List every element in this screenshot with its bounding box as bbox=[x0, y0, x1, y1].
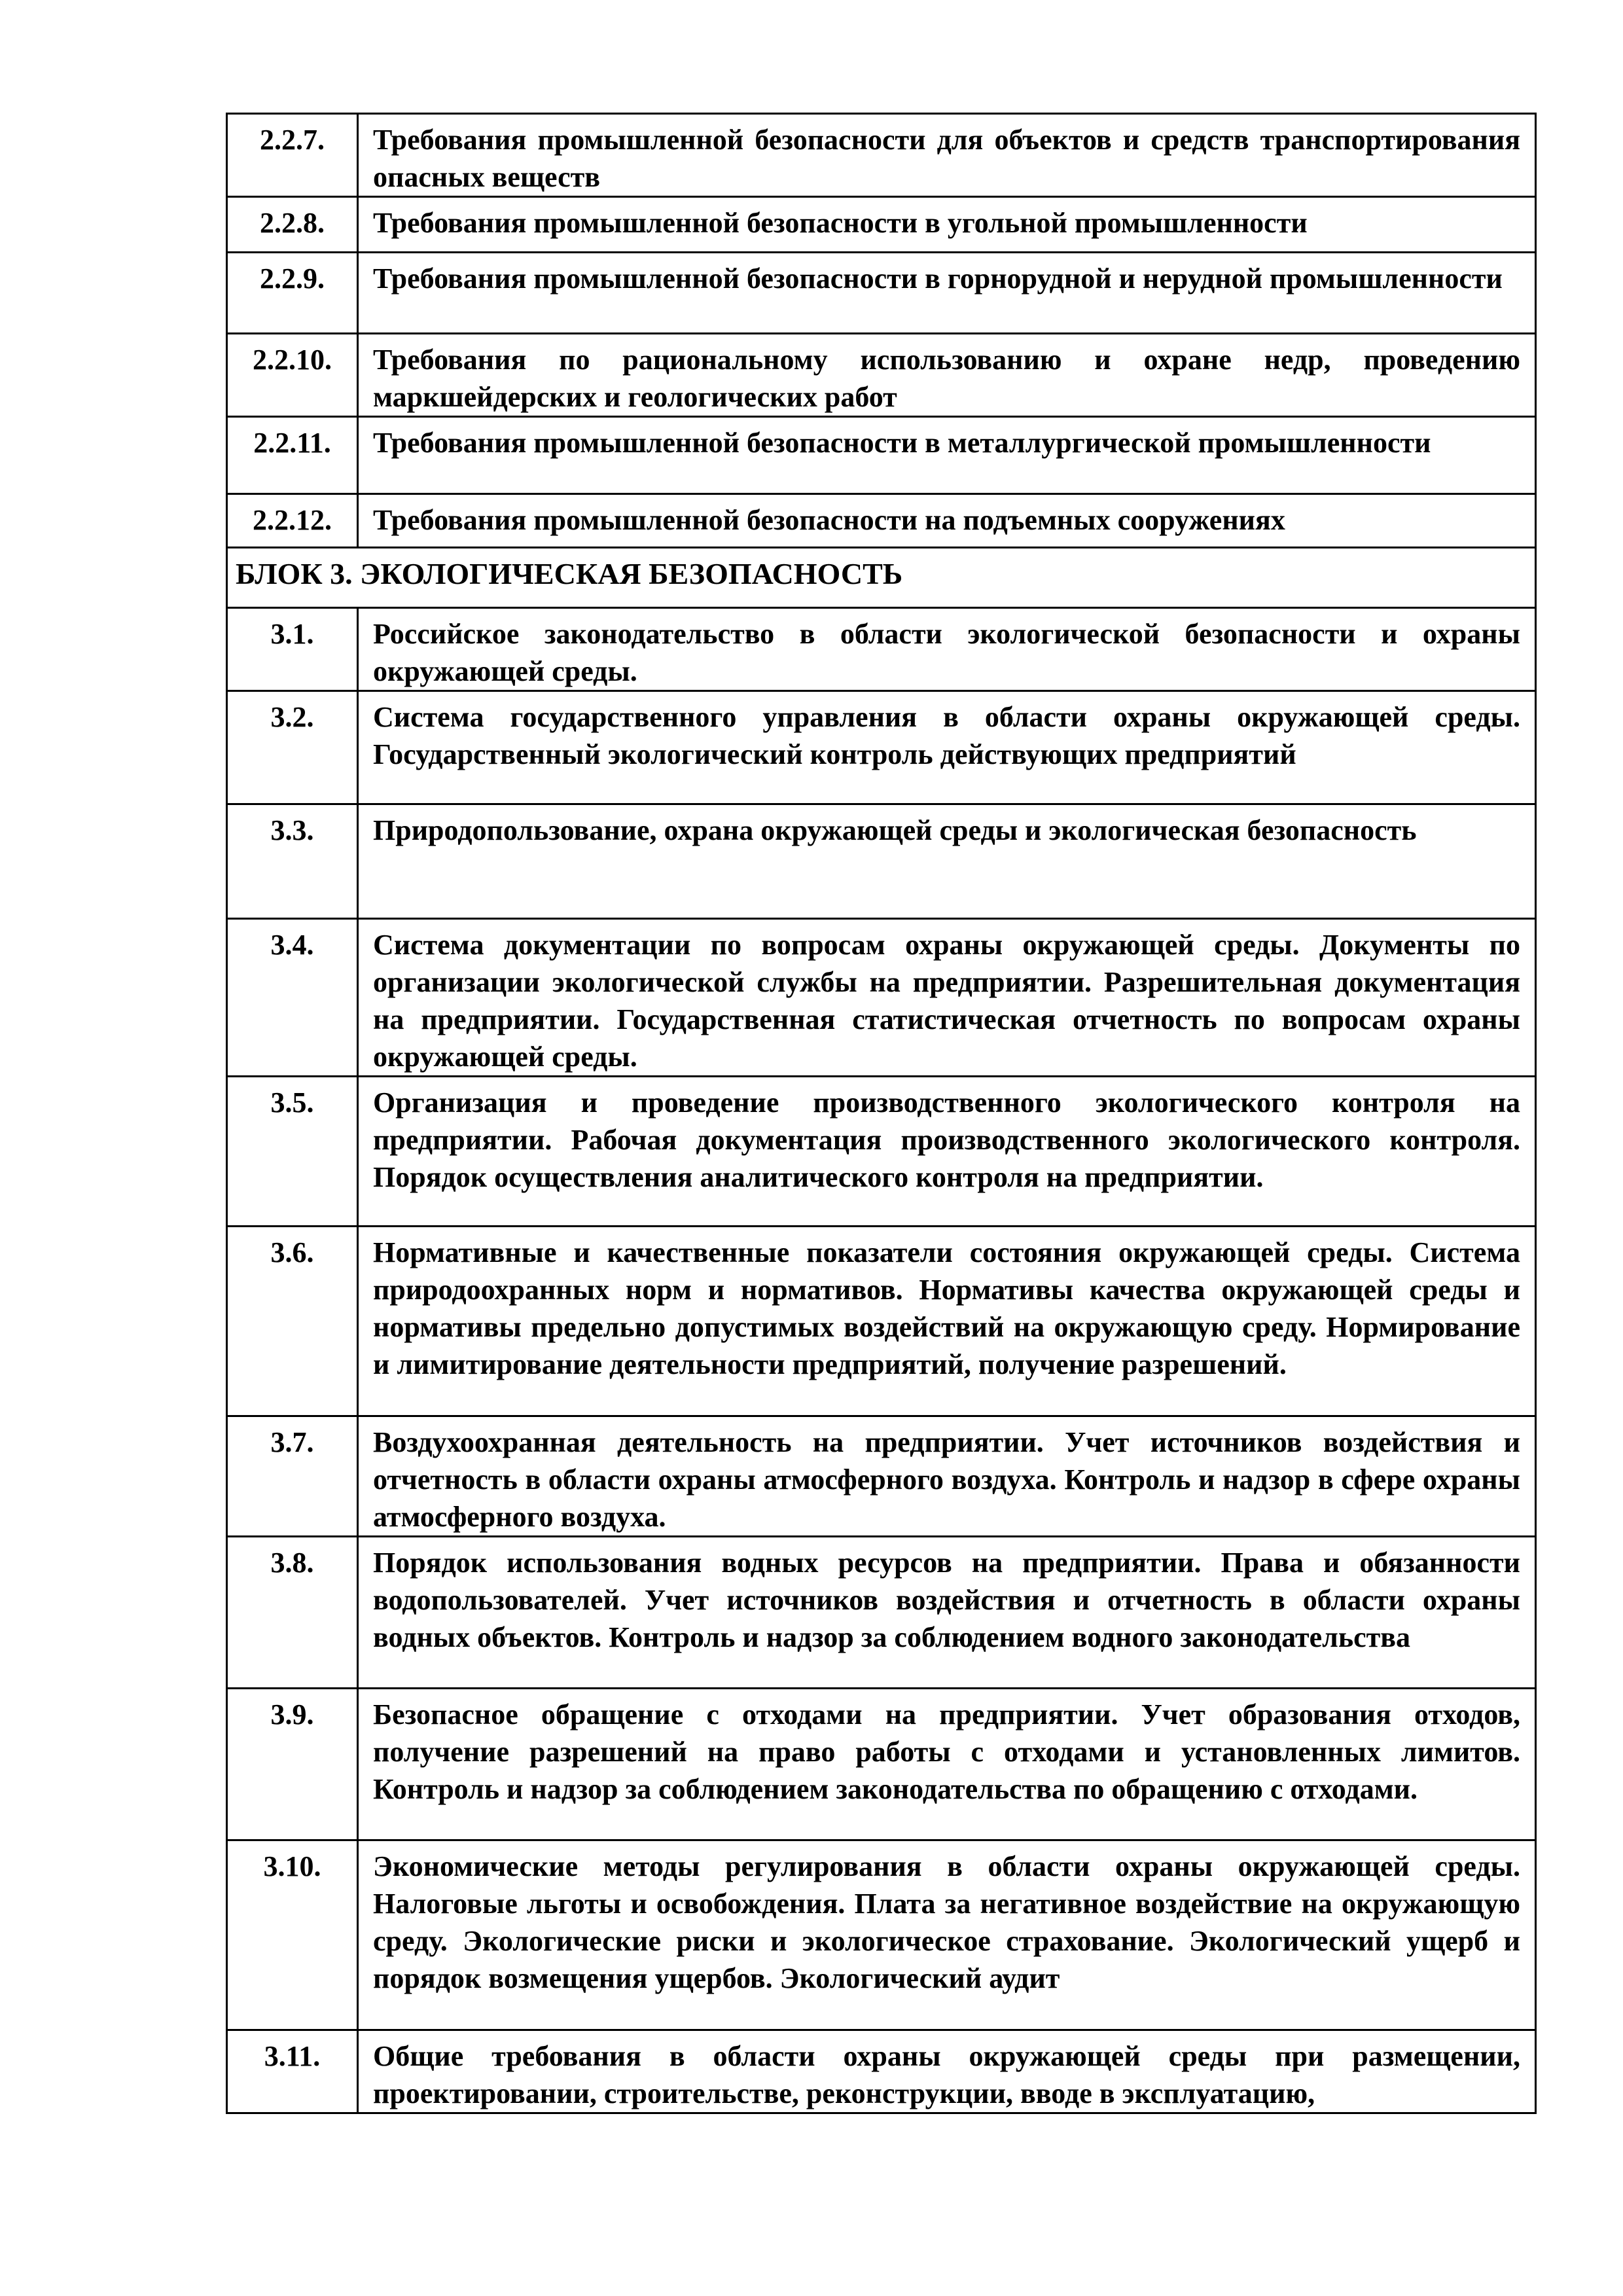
row-number: 3.6. bbox=[227, 1227, 358, 1416]
row-number: 2.2.10. bbox=[227, 334, 358, 417]
row-number: 3.8. bbox=[227, 1537, 358, 1689]
block-heading: БЛОК 3. ЭКОЛОГИЧЕСКАЯ БЕЗОПАСНОСТЬ bbox=[227, 548, 1536, 608]
block-heading-row bbox=[227, 548, 1536, 608]
row-text: Система государственного управления в области охраны окружающей среды. Государственный экологический контроль действующих предприятий bbox=[358, 691, 1536, 804]
table-row bbox=[227, 2030, 1536, 2113]
table-row bbox=[227, 608, 1536, 691]
table-row bbox=[227, 1227, 1536, 1416]
row-number: 3.10. bbox=[227, 1840, 358, 2030]
row-number: 3.4. bbox=[227, 919, 358, 1077]
row-text: Российское законодательство в области экологической безопасности и охраны окружающей среды. bbox=[358, 608, 1536, 691]
row-number: 3.2. bbox=[227, 691, 358, 804]
table-row bbox=[227, 334, 1536, 417]
row-text: Природопользование, охрана окружающей среды и экологическая безопасность bbox=[358, 804, 1536, 919]
table-row bbox=[227, 919, 1536, 1077]
table-row bbox=[227, 1689, 1536, 1840]
row-text: Требования по рациональному использованию и охране недр, проведению маркшейдерских и геологических работ bbox=[358, 334, 1536, 417]
table-row bbox=[227, 1416, 1536, 1537]
row-text: Порядок использования водных ресурсов на предприятии. Права и обязанности водопользователей. Учет источников воздействия и отчетность в области охраны водных объектов. Контроль и надзор за соблюдением водного законодательства bbox=[358, 1537, 1536, 1689]
table-row bbox=[227, 691, 1536, 804]
row-text: Нормативные и качественные показатели состояния окружающей среды. Система природоохранных норм и нормативов. Нормативы качества окружающей среды и нормативы предельно допустимых воздействий на окружающую среду. Нормирование и лимитирование деятельности предприятий, получение разрешений. bbox=[358, 1227, 1536, 1416]
row-number: 3.7. bbox=[227, 1416, 358, 1537]
row-number: 3.3. bbox=[227, 804, 358, 919]
table-row bbox=[227, 114, 1536, 197]
row-number: 2.2.12. bbox=[227, 494, 358, 548]
row-number: 3.11. bbox=[227, 2030, 358, 2113]
row-text: Требования промышленной безопасности в металлургической промышленности bbox=[358, 417, 1536, 494]
row-text: Система документации по вопросам охраны окружающей среды. Документы по организации экологической службы на предприятии. Разрешительная документация на предприятии. Государственная статистическая отчетность по вопросам охраны окружающей среды. bbox=[358, 919, 1536, 1077]
table-row bbox=[227, 804, 1536, 919]
row-number: 2.2.8. bbox=[227, 197, 358, 253]
row-text: Организация и проведение производственного экологического контроля на предприятии. Рабочая документация производственного экологического контроля. Порядок осуществления аналитического контроля на предприятии. bbox=[358, 1077, 1536, 1227]
row-text: Безопасное обращение с отходами на предприятии. Учет образования отходов, получение разрешений на право работы с отходами и установленных лимитов. Контроль и надзор за соблюдением законодательства по обращению с отходами. bbox=[358, 1689, 1536, 1840]
table-row bbox=[227, 1840, 1536, 2030]
table-row bbox=[227, 1077, 1536, 1227]
table-row bbox=[227, 1537, 1536, 1689]
row-text: Требования промышленной безопасности на подъемных сооружениях bbox=[358, 494, 1536, 548]
row-number: 3.5. bbox=[227, 1077, 358, 1227]
row-number: 2.2.11. bbox=[227, 417, 358, 494]
row-text: Требования промышленной безопасности для объектов и средств транспортирования опасных веществ bbox=[358, 114, 1536, 197]
table-row bbox=[227, 417, 1536, 494]
row-number: 3.1. bbox=[227, 608, 358, 691]
table-row bbox=[227, 253, 1536, 334]
table-row bbox=[227, 494, 1536, 548]
program-table bbox=[226, 113, 1537, 2114]
row-number: 2.2.7. bbox=[227, 114, 358, 197]
row-text: Воздухоохранная деятельность на предприятии. Учет источников воздействия и отчетность в области охраны атмосферного воздуха. Контроль и надзор в сфере охраны атмосферного воздуха. bbox=[358, 1416, 1536, 1537]
row-number: 3.9. bbox=[227, 1689, 358, 1840]
row-text: Требования промышленной безопасности в горнорудной и нерудной промышленности bbox=[358, 253, 1536, 334]
row-text: Требования промышленной безопасности в угольной промышленности bbox=[358, 197, 1536, 253]
row-text: Экономические методы регулирования в области охраны окружающей среды. Налоговые льготы и освобождения. Плата за негативное воздействие на окружающую среду. Экологические риски и экологическое страхование. Экологический ущерб и порядок возмещения ущербов. Экологический аудит bbox=[358, 1840, 1536, 2030]
table-row bbox=[227, 197, 1536, 253]
row-number: 2.2.9. bbox=[227, 253, 358, 334]
row-text: Общие требования в области охраны окружающей среды при размещении, проектировании, строительстве, реконструкции, вводе в эксплуатацию, bbox=[358, 2030, 1536, 2113]
